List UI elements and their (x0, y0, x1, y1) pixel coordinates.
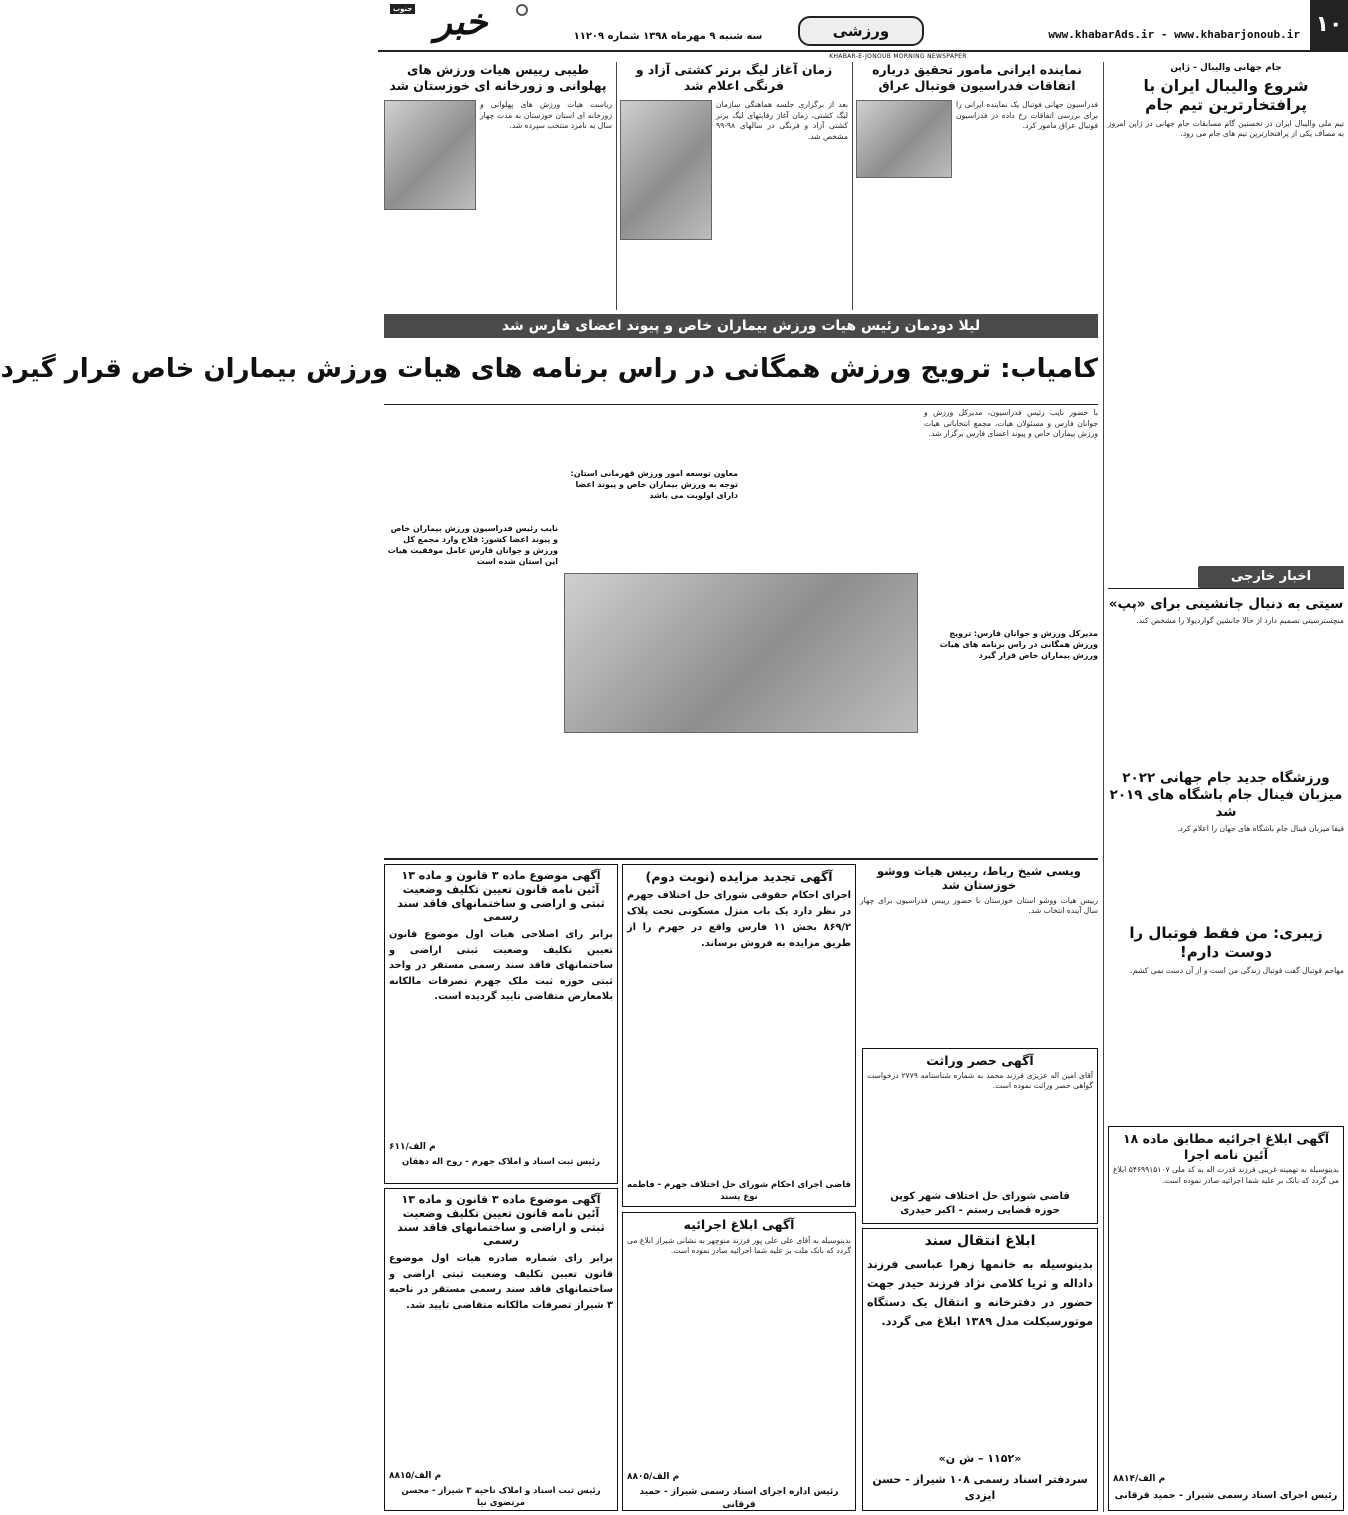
madde1-sign: رئیس ثبت اسناد و املاک جهرم - روح اله دهقان (402, 1157, 600, 1168)
top-story-wrestling (620, 62, 848, 310)
newspaper-logo (386, 0, 536, 50)
globe-icon (516, 4, 528, 16)
main-photo (564, 573, 918, 733)
city-title: سیتی به دنبال جانشینی برای «پپ» (1108, 596, 1344, 612)
masthead (378, 0, 1348, 50)
veysi-story (860, 864, 1098, 1044)
iraq-body-2 (856, 184, 1098, 304)
foreign-item-2 (1108, 770, 1344, 920)
madde18-ad (1108, 1126, 1344, 1511)
zurkhaneh-body (480, 100, 612, 212)
hasr-body (867, 1071, 1093, 1186)
madde2-ad (384, 1188, 618, 1511)
wrestling-body (716, 100, 848, 240)
main-rule (384, 404, 1098, 405)
volleyball-body (1108, 119, 1344, 554)
eblagh-title: آگهی ابلاغ اجرائیه (683, 1217, 795, 1232)
right-column-rule (1103, 62, 1104, 1512)
madde1-title: آگهی موضوع ماده ۳ قانون و ماده ۱۳ آئین نامه قانون تعیین تکلیف وضعیت ثبتی و اراضی و ساختمانهای فاقد سند رسمی (397, 869, 605, 924)
hasr-title: آگهی حصر وراثت (926, 1053, 1034, 1068)
top-col-rule-1 (852, 62, 853, 310)
main-col-4 (384, 408, 558, 848)
hasr-ad (862, 1048, 1098, 1224)
foreign-item-3 (1108, 924, 1344, 1122)
madde1-code: ۶۱۱/م الف (389, 1142, 436, 1152)
zibri-title: زیبری: من فقط فوتبال را دوست دارم! (1129, 924, 1323, 961)
mozayede-sign: قاضی اجرای احکام شورای حل اختلاف جهرم - فاطمه نوع پسند (627, 1179, 851, 1202)
main-story-body (384, 408, 1098, 853)
zibri-body (1108, 966, 1344, 1121)
hasr-sign: قاضی شورای حل اختلاف شهر کوپن (890, 1190, 1070, 1202)
website-url: www.khabarAds.ir - www.khabarjonoub.ir (1048, 28, 1300, 41)
wrestling-lead: بعد از برگزاری جلسه هماهنگی سازمان لیگ کشتی، زمان آغاز رقابتهای لیگ برتر کشتی آزاد و فرنگی در سالهای ۹۸-۹۹ مشخص شد. (716, 100, 848, 141)
eblagh-lead: بدینوسیله به آقای علی علی پور فرزند منوچهر به نشانی شیراز ابلاغ می گردد که بانک ملت بر علیه شما اجرائیه صادر نموده است. (627, 1235, 851, 1256)
wrestling-body-2 (620, 244, 848, 306)
madde1-body: برابر رای اصلاحی هیات اول موضوع قانون تعیین تکلیف وضعیت ثبتی اراضی و ساختمانهای فاقد سند رسمی مستقر در واحد ثبتی حوزه ثبت ملک جهرم تصرفات مالکانه بلامعارض متقاضی تایید گردیده است. (389, 929, 613, 1002)
masthead-rule (378, 50, 1348, 52)
zurkhaneh-lead: ریاست هیات ورزش های پهلوانی و زورخانه ای استان خوزستان به مدت چهار سال به نامزد منتخب سپرده شد. (480, 100, 612, 131)
lower-rule (384, 858, 1098, 860)
madde18-code: ۸۸۱۴/م الف (1113, 1474, 1166, 1485)
iraq-lead: فدراسیون جهانی فوتبال یک نماینده ایرانی را برای بررسی اتفاقات رخ داده در فدراسیون فوتبال عراق مامور کرد. (956, 100, 1098, 131)
zurkhaneh-photo (384, 100, 476, 210)
main-subhead-1: مدیرکل ورزش و جوانان فارس: ترویج ورزش همگانی در راس برنامه های هیات ورزش بیماران خاص قرار گیرد (924, 628, 1098, 661)
iraq-body (956, 100, 1098, 180)
mozayede-title: آگهی تجدید مزایده (نوبت دوم) (645, 869, 833, 884)
volleyball-story (1108, 62, 1344, 562)
madde1-ad (384, 864, 618, 1184)
hasr-sign2: حوزه قضایی رستم - اکبر حیدری (900, 1205, 1060, 1217)
main-col-3b (564, 738, 738, 848)
entegal-code: «۱۱۵۲ – ش ن» (938, 1451, 1022, 1465)
entegal-body: بدینوسیله به خانمها زهرا عباسی فرزند داداله و ثریا کلامی نژاد فرزند حیدر جهت حضور در دفترخانه و انتقال یک دستگاه موتورسیکلت مدل ۱۳۸۹ ابلاغ می گردد. (867, 1257, 1093, 1328)
mozayede-body: اجرای احکام حقوقی شورای حل اختلاف جهرم در نظر دارد یک باب منزل مسکونی تحت پلاک ۸۶۹/۲ بخش ۱۱ فارس واقع در جهرم را از طریق مزایده به فروش برساند. (627, 889, 851, 949)
madde18-title: آگهی ابلاغ اجرائیه مطابق ماده ۱۸ آئین نامه اجرا (1122, 1131, 1329, 1162)
foreign-item-1 (1108, 596, 1344, 766)
entegal-ad (862, 1228, 1098, 1511)
stadium-body (1108, 824, 1344, 936)
stadium-title: ورزشگاه جدید جام جهانی ۲۰۲۲ میزبان فینال جام باشگاه های ۲۰۱۹ شد (1109, 770, 1343, 820)
veysi-body (860, 896, 1098, 1044)
foreign-rule (1108, 588, 1344, 589)
wrestling-title: زمان آغاز لیگ برتر کشتی آزاد و فرنگی اعلام شد (635, 62, 833, 93)
madde18-body (1113, 1165, 1339, 1470)
madde2-code: ۸۸۱۵/م الف (389, 1471, 442, 1481)
volleyball-kicker: جام جهانی والیبال - ژاپن (1170, 63, 1282, 73)
main-title: کامیاب: ترویج ورزش همگانی در راس برنامه های هیات ورزش بیماران خاص قرار گیرد (0, 354, 1098, 384)
logo-sub: جنوب (390, 4, 415, 14)
main-col-2b (744, 738, 918, 848)
main-kicker: لیلا دودمان رئیس هیات ورزش بیماران خاص و پیوند اعضای فارس شد (384, 314, 1098, 338)
section-title: ورزشی (832, 22, 890, 40)
top-story-zurkhaneh (384, 62, 612, 310)
zibri-lead: مهاجم فوتبال گفت فوتبال زندگی من است و از آن دست نمی کشم. (1130, 965, 1344, 975)
section-title-box (798, 16, 924, 46)
hasr-lead: آقای امین اله عزیزی فرزند محمد به شماره شناسنامه ۲۷۷۹ درخواست گواهی حصر وراثت نموده است. (867, 1070, 1094, 1091)
veysi-lead: رییس هیات ووشو استان خوزستان با حضور رییس فدراسیون برای چهار سال آینده انتخاب شد. (860, 895, 1098, 916)
foreign-news-label: اخبار خارجی (1198, 566, 1344, 588)
zurkhaneh-title: طیبی رییس هیات ورزش های پهلوانی و زورخانه ای خوزستان شد (389, 62, 607, 93)
wrestling-photo (620, 100, 712, 240)
city-body (1108, 616, 1344, 766)
main-subhead-3: نایب رئیس فدراسیون ورزش بیماران خاص و پیوند اعضا کشور: فلاح وارد مجمع کل ورزش و جوانان فارس عامل موفقیت هیات این استان شده است (384, 523, 558, 567)
logo-text: خبر (434, 1, 488, 43)
top-col-rule-2 (616, 62, 617, 310)
eblagh-body (627, 1236, 851, 1468)
veysi-title: ویسی شیخ رباط، رییس هیات ووشو خوزستان شد (877, 864, 1081, 893)
main-subhead-2: معاون توسعه امور ورزش قهرمانی استان: توجه به ورزش بیماران خاص و پیوند اعضا دارای اولویت می باشد (564, 468, 738, 501)
mozayede-ad (622, 864, 856, 1207)
eblagh-code: ۸۸۰۵/م الف (627, 1471, 680, 1482)
page-number: ۱۰ (1310, 0, 1348, 50)
volleyball-title: شروع والیبال ایران با پرافتخارترین تیم جام (1143, 77, 1309, 115)
iraq-photo (856, 100, 952, 178)
issue-info: سه شنبه ۹ مهرماه ۱۳۹۸ شماره ۱۱۲۰۹ (573, 31, 763, 42)
madde2-sign: رئیس ثبت اسناد و املاک ناحیه ۳ شیراز - محسن مرتضوی نیا (401, 1486, 601, 1509)
madde18-sign: رئیس اجرای اسناد رسمی شیراز - حمید قرقانی (1114, 1490, 1338, 1502)
top-story-iraq (856, 62, 1098, 310)
english-name: KHABAR-E-JONOUB MORNING NEWSPAPER (829, 53, 967, 60)
eblagh-ad (622, 1212, 856, 1511)
zurkhaneh-body-2 (384, 216, 612, 306)
madde2-body: برابر رای شماره صادره هیات اول موضوع قانون تعیین تکلیف وضعیت ثبتی اراضی و ساختمانهای فاقد سند رسمی مستقر در ناحیه ۳ شیراز تصرفات مالکانه متقاضی تایید شد. (389, 1253, 613, 1311)
entegal-title: ابلاغ انتقال سند (924, 1233, 1036, 1249)
city-lead: منچسترسیتی تصمیم دارد از حالا جانشین گواردیولا را مشخص کند. (1136, 615, 1344, 625)
entegal-sign: سردفتر اسناد رسمی ۱۰۸ شیراز - حسن ایزدی (872, 1473, 1088, 1503)
iraq-title: نماینده ایرانی مامور تحقیق درباره اتفاقات فدراسیون فوتبال عراق (872, 62, 1082, 93)
eblagh-sign: رئیس اداره اجرای اسناد رسمی شیراز - حمید قرقانی (639, 1486, 839, 1510)
stadium-lead: فیفا میزبان فینال جام باشگاه های جهان را اعلام کرد. (1177, 823, 1344, 833)
madde2-title: آگهی موضوع ماده ۳ قانون و ماده ۱۳ آئین نامه قانون تعیین تکلیف وضعیت ثبتی و اراضی و ساختمانهای فاقد سند رسمی (397, 1193, 605, 1248)
madde18-lead: بدینوسیله به تهمینه غریبی فرزند قدرت اله به کد ملی ۵۴۶۹۹۱۵۱۰۷ ابلاغ می گردد که بانک بر علیه شما اجرائیه صادر نموده است. (1113, 1165, 1339, 1185)
main-lead: با حضور نایب رئیس فدراسیون، مدیرکل ورزش و جوانان فارس و مسئولان هیات، مجمع انتخاباتی هیات ورزش بیماران خاص و پیوند اعضای فارس برگزار شد. (924, 408, 1098, 439)
main-col-2 (744, 408, 918, 568)
volleyball-lead: تیم ملی والیبال ایران در نخستین گام مسابقات جام جهانی در ژاپن امروز به مصاف یکی از پرافتخارترین تیم های جام می رود. (1108, 118, 1344, 139)
